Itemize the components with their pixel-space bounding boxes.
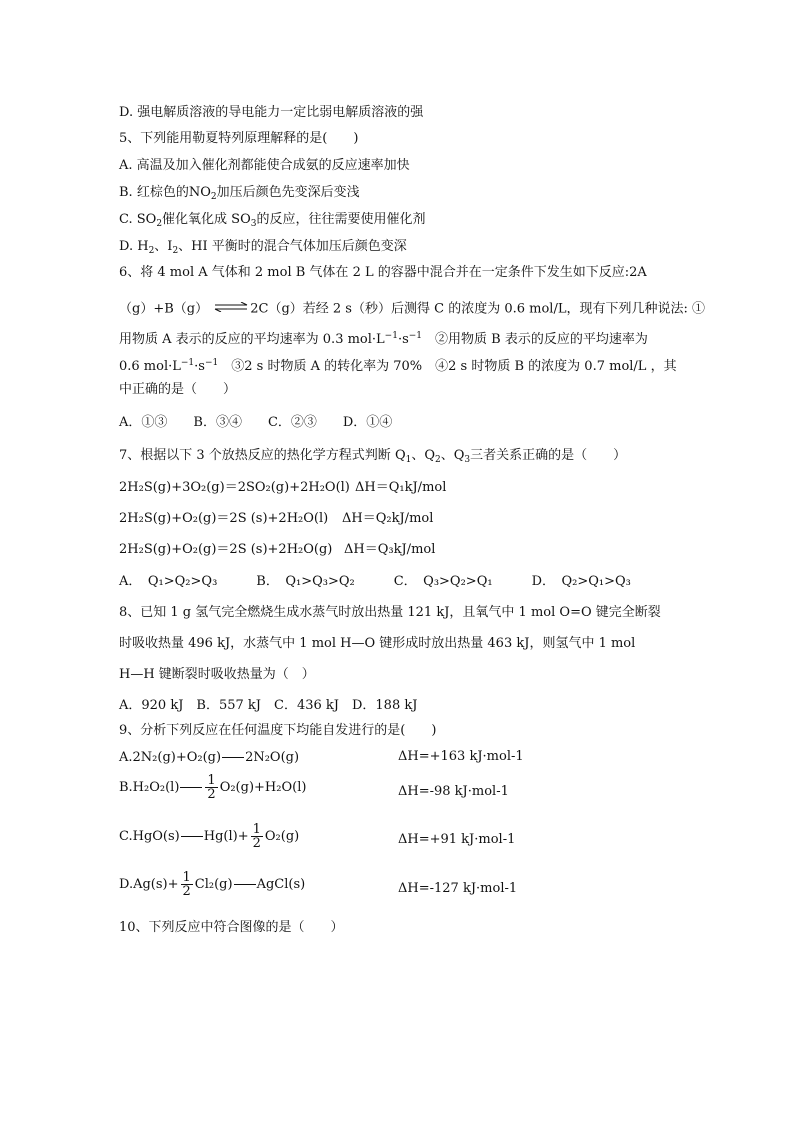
question-8-line-1: 8、已知 1 g 氢气完全燃烧生成水蒸气时放出热量 121 kJ，且氧气中 1 mol O=O 键完全断裂	[119, 605, 661, 620]
q5-option-b: B. 红棕色的$NO_2$加压后颜色先变深后变浅	[119, 185, 360, 202]
q9-option-c-dh: ΔH=+91 kJ·mol-1	[398, 832, 516, 847]
q9-option-c: C.HgO(s) Hg(l)+ $\frac{1}{2}$ O₂(g)	[119, 822, 300, 851]
q9-option-d: D.Ag(s)+ $\frac{1}{2}$ Cl₂(g) AgCl(s)	[119, 870, 306, 899]
question-6-line-1: 6、将 4 mol A 气体和 2 mol B 气体在 2 L 的容器中混合并在一定条件下发生如下反应:2A	[119, 265, 647, 280]
q9-option-a-dh: ΔH=+163 kJ·mol-1	[398, 749, 524, 764]
equation-1-dh: ΔH＝Q₁kJ/mol	[355, 480, 447, 495]
equals-bar-icon	[234, 884, 256, 885]
q9-option-b: B.H₂O₂(l) $\frac{1}{2}$ O₂(g)+H₂O(l)	[119, 773, 307, 802]
q5-option-d: D. $H_2$、$I_2$、HI 平衡时的混合气体加压后颜色变深	[119, 239, 407, 256]
q9-option-b-dh: ΔH=-98 kJ·mol-1	[398, 784, 509, 799]
q5-option-a: A. 高温及加入催化剂都能使合成氨的反应速率加快	[119, 158, 410, 173]
question-6-line-3: 用物质 A 表示的反应的平均速率为 0.3 $mol\cdot L^{-1}\cdot s^{-1}$ ②用物质 B 表示的反应的平均速率为	[119, 331, 648, 347]
equals-bar-icon	[181, 836, 203, 837]
question-7-options: A． Q₁>Q₂>Q₃ B． Q₁>Q₃>Q₂ C． Q₃>Q₂>Q₁ D． Q₂>Q₁>Q₃	[119, 574, 631, 589]
q9-option-a: A.2N₂(g)+O₂(g) 2N₂O(g)	[119, 750, 300, 765]
question-8-line-2: 时吸收热量 496 kJ，水蒸气中 1 mol H—O 键形成时放出热量 463 kJ，则氢气中 1 mol	[119, 636, 636, 651]
equation-1: 2H₂S(g)+3O₂(g)＝2SO₂(g)+2H₂O(l)	[119, 480, 350, 495]
equilibrium-arrow-icon	[214, 300, 248, 318]
fraction-half: $\frac{1}{2}$	[207, 773, 216, 802]
question-6-line-4: 0.6 $mol\cdot L^{-1}\cdot s^{-1}$ ③2 s 时物质 A 的转化率为 70% ④2 s 时物质 B 的浓度为 0.7 mol/L ，其	[119, 358, 677, 374]
equation-2: 2H₂S(g)+O₂(g)＝2S (s)+2H₂O(l)	[119, 511, 329, 526]
equation-3-dh: ΔH＝Q₃kJ/mol	[344, 542, 436, 557]
equation-3: 2H₂S(g)+O₂(g)＝2S (s)+2H₂O(g)	[119, 542, 333, 557]
question-6-line-5: 中正确的是（ ）	[119, 382, 237, 397]
q9-option-d-dh: ΔH=-127 kJ·mol-1	[398, 881, 518, 896]
question-9: 9、分析下列反应在任何温度下均能自发进行的是( )	[119, 723, 437, 738]
option-d-q4: D. 强电解质溶液的导电能力一定比弱电解质溶液的强	[119, 105, 424, 120]
question-5: 5、下列能用勒夏特列原理解释的是( )	[119, 131, 359, 146]
question-8-options: A．920 kJ B．557 kJ C．436 kJ D．188 kJ	[119, 698, 418, 713]
equation-2-dh: ΔH＝Q₂kJ/mol	[342, 511, 434, 526]
equals-bar-icon	[222, 757, 244, 758]
question-7: 7、根据以下 3 个放热反应的热化学方程式判断 $Q_1$、$Q_2$、$Q_3$三者关系正确的是（ ）	[119, 448, 627, 465]
fraction-half: $\frac{1}{2}$	[252, 822, 261, 851]
question-6-options: A．①③ B．③④ C．②③ D．①④	[119, 415, 393, 430]
fraction-half: $\frac{1}{2}$	[182, 870, 191, 899]
question-6-line-2: （g）+B（g） 2C（g）若经 2 s（秒）后测得 C 的浓度为 0.6 mol/L，现有下列几种说法: ①	[119, 301, 705, 317]
equals-bar-icon	[180, 787, 202, 788]
q5-option-c: C. $SO_2$催化氧化成 $SO_3$的反应，往往需要使用催化剂	[119, 212, 426, 229]
question-10: 10、下列反应中符合图像的是（ ）	[119, 920, 344, 935]
question-8-line-3: H—H 键断裂时吸收热量为（ ）	[119, 667, 315, 682]
